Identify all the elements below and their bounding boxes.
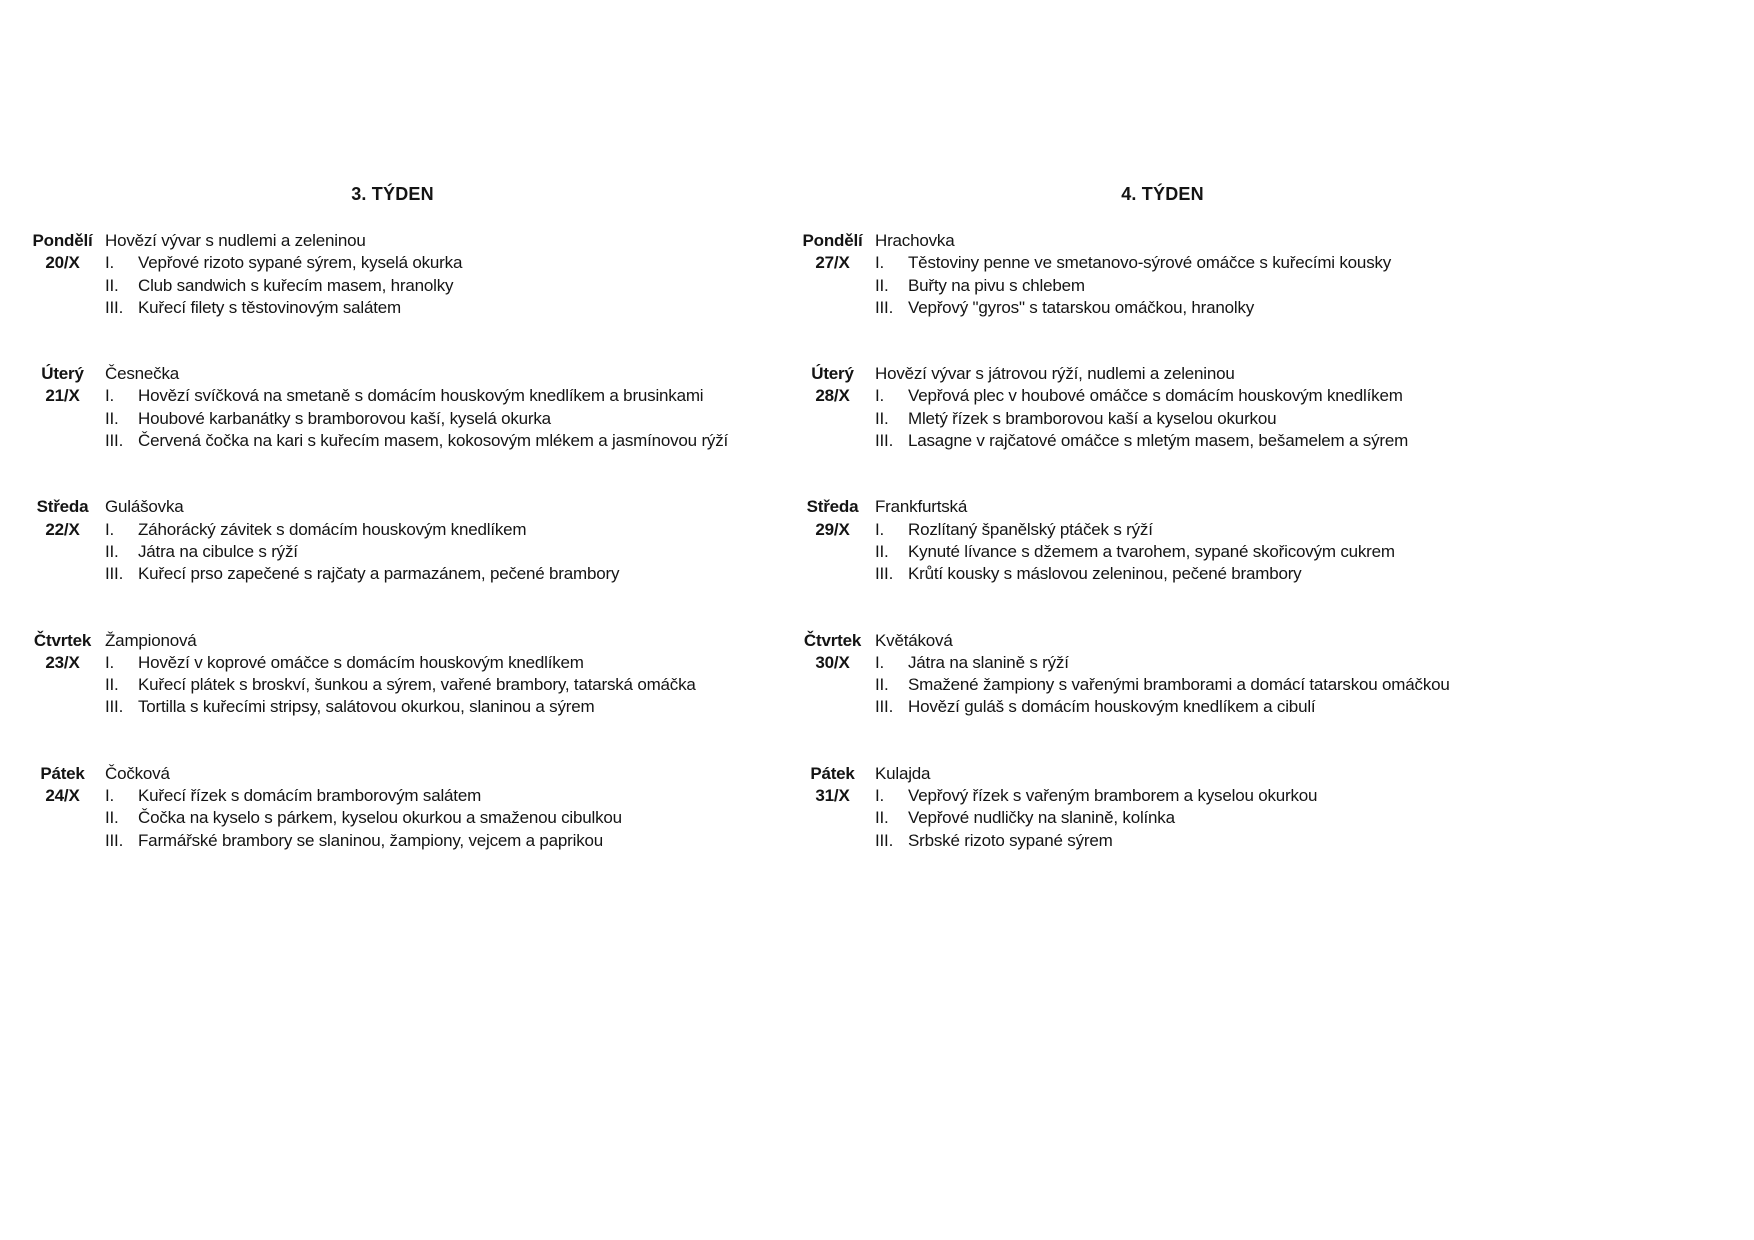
week-3-days bbox=[25, 230, 760, 852]
meal-numeral: I. bbox=[105, 386, 115, 406]
day-date: 22/X bbox=[45, 519, 80, 539]
day-block bbox=[795, 363, 1530, 452]
meal-row bbox=[875, 430, 1530, 452]
meal-row bbox=[105, 696, 760, 718]
meal-row bbox=[105, 785, 760, 807]
meal-text: Mletý řízek s bramborovou kaší a kyselou okurkou bbox=[908, 408, 1277, 428]
soup-name: Žampionová bbox=[105, 630, 197, 650]
day-date: 30/X bbox=[815, 652, 850, 672]
meal-row bbox=[875, 408, 1530, 430]
meal-numeral: III. bbox=[105, 431, 124, 451]
soup-name: Kulajda bbox=[875, 763, 931, 783]
meal-text: Houbové karbanátky s bramborovou kaší, kyselá okurka bbox=[138, 408, 551, 428]
day-and-date bbox=[795, 496, 870, 585]
soup-name: Hovězí vývar s nudlemi a zeleninou bbox=[105, 231, 366, 250]
meal-numeral: II. bbox=[875, 408, 889, 428]
meal-numeral: I. bbox=[875, 253, 885, 273]
meal-text: Smažené žampiony s vařenými bramborami a domácí tatarskou omáčkou bbox=[908, 675, 1450, 695]
soup-name: Květáková bbox=[875, 630, 953, 650]
meal-row bbox=[105, 297, 760, 319]
day-and-date bbox=[795, 363, 870, 452]
day-and-date bbox=[25, 496, 100, 585]
meal-row bbox=[875, 563, 1530, 585]
day-date: 20/X bbox=[45, 253, 80, 273]
meal-text: Vepřové rizoto sypané sýrem, kyselá okurka bbox=[138, 253, 463, 273]
meal-numeral: II. bbox=[875, 675, 889, 695]
meal-text: Kynuté lívance s džemem a tvarohem, sypané skořicovým cukrem bbox=[908, 541, 1395, 561]
day-block bbox=[25, 363, 760, 452]
day-name: Úterý bbox=[41, 364, 84, 384]
day-name: Pondělí bbox=[32, 231, 93, 250]
meal-numeral: I. bbox=[875, 786, 885, 806]
meal-text: Kuřecí prso zapečené s rajčaty a parmazánem, pečené brambory bbox=[138, 564, 620, 584]
day-menu bbox=[105, 363, 760, 452]
meal-numeral: III. bbox=[105, 297, 124, 317]
week-4-column bbox=[795, 183, 1530, 896]
day-date: 23/X bbox=[45, 652, 80, 672]
day-block bbox=[795, 496, 1530, 585]
day-block bbox=[795, 230, 1530, 319]
meal-text: Tortilla s kuřecími stripsy, salátovou okurkou, slaninou a sýrem bbox=[138, 697, 595, 717]
meal-numeral: I. bbox=[105, 652, 115, 672]
day-name: Čtvrtek bbox=[33, 630, 92, 650]
meal-text: Vepřová plec v houbové omáčce s domácím houskovým knedlíkem bbox=[908, 386, 1403, 406]
day-date: 31/X bbox=[815, 786, 850, 806]
meal-text: Kuřecí plátek s broskví, šunkou a sýrem, vařené brambory, tatarská omáčka bbox=[138, 675, 696, 695]
week-4-title: 4. TÝDEN bbox=[1121, 184, 1204, 204]
meal-numeral: I. bbox=[875, 652, 885, 672]
meal-text: Kuřecí filety s těstovinovým salátem bbox=[138, 297, 402, 317]
meal-numeral: III. bbox=[875, 564, 894, 584]
meal-row bbox=[875, 385, 1530, 407]
meal-row bbox=[105, 830, 760, 852]
meal-numeral: III. bbox=[875, 697, 894, 717]
day-name: Středa bbox=[806, 497, 859, 517]
day-menu bbox=[875, 763, 1530, 852]
meal-row bbox=[105, 408, 760, 430]
meal-row bbox=[105, 275, 760, 297]
day-and-date bbox=[795, 763, 870, 852]
day-block bbox=[25, 496, 760, 585]
meal-text: Club sandwich s kuřecím masem, hranolky bbox=[138, 275, 454, 295]
meal-text: Vepřový "gyros" s tatarskou omáčkou, hranolky bbox=[908, 297, 1255, 317]
meal-text: Hovězí guláš s domácím houskovým knedlíkem a cibulí bbox=[908, 697, 1316, 717]
meal-row bbox=[875, 519, 1530, 541]
week-3-title: 3. TÝDEN bbox=[351, 184, 434, 204]
day-menu bbox=[875, 630, 1530, 719]
meal-numeral: II. bbox=[875, 808, 889, 828]
day-date: 21/X bbox=[45, 386, 80, 406]
soup-name: Frankfurtská bbox=[875, 497, 968, 517]
day-block bbox=[795, 763, 1530, 852]
meal-text: Vepřové nudličky na slanině, kolínka bbox=[908, 808, 1175, 828]
meal-numeral: I. bbox=[875, 519, 885, 539]
day-date: 27/X bbox=[815, 253, 850, 273]
soup-name: Čočková bbox=[105, 763, 170, 783]
meal-text: Játra na cibulce s rýží bbox=[138, 541, 298, 561]
meal-text: Čočka na kyselo s párkem, kyselou okurkou a smaženou cibulkou bbox=[138, 808, 622, 828]
week-4-days bbox=[795, 230, 1530, 852]
meal-numeral: III. bbox=[875, 830, 894, 850]
meal-row bbox=[875, 674, 1530, 696]
day-date: 28/X bbox=[815, 386, 850, 406]
meal-numeral: III. bbox=[105, 564, 124, 584]
meal-text: Vepřový řízek s vařeným bramborem a kyselou okurkou bbox=[908, 786, 1318, 806]
meal-row bbox=[875, 297, 1530, 319]
day-name: Pondělí bbox=[802, 231, 863, 250]
meal-row bbox=[105, 541, 760, 563]
meal-row bbox=[875, 275, 1530, 297]
day-name: Čtvrtek bbox=[803, 630, 862, 650]
meal-text: Záhorácký závitek s domácím houskovým knedlíkem bbox=[138, 519, 527, 539]
meal-text: Farmářské brambory se slaninou, žampiony, vejcem a paprikou bbox=[138, 830, 604, 850]
meal-numeral: II. bbox=[105, 275, 119, 295]
day-and-date bbox=[25, 763, 100, 852]
meal-numeral: II. bbox=[875, 275, 889, 295]
meal-text: Těstoviny penne ve smetanovo-sýrové omáčce s kuřecími kousky bbox=[908, 253, 1392, 273]
meal-row bbox=[875, 541, 1530, 563]
meal-row bbox=[105, 252, 760, 274]
day-block bbox=[25, 763, 760, 852]
meal-row bbox=[875, 652, 1530, 674]
meal-row bbox=[105, 674, 760, 696]
day-and-date bbox=[25, 230, 100, 319]
meal-numeral: III. bbox=[105, 830, 124, 850]
day-block bbox=[795, 630, 1530, 719]
meal-row bbox=[875, 785, 1530, 807]
meal-row bbox=[105, 430, 760, 452]
day-and-date bbox=[25, 363, 100, 452]
day-name: Středa bbox=[36, 497, 89, 517]
day-and-date bbox=[25, 630, 100, 719]
day-block bbox=[25, 630, 760, 719]
week-3-column bbox=[25, 183, 760, 896]
meal-numeral: II. bbox=[105, 808, 119, 828]
meal-text: Lasagne v rajčatové omáčce s mletým masem, bešamelem a sýrem bbox=[908, 431, 1409, 451]
meal-numeral: I. bbox=[105, 253, 115, 273]
day-date: 29/X bbox=[815, 519, 850, 539]
meal-numeral: III. bbox=[875, 297, 894, 317]
day-menu bbox=[105, 630, 760, 719]
day-menu bbox=[105, 230, 760, 319]
meal-row bbox=[105, 807, 760, 829]
soup-name: Hovězí vývar s játrovou rýží, nudlemi a zeleninou bbox=[875, 364, 1235, 384]
meal-row bbox=[105, 385, 760, 407]
meal-row bbox=[875, 696, 1530, 718]
day-menu bbox=[875, 363, 1530, 452]
soup-name: Gulášovka bbox=[105, 497, 184, 517]
day-name: Pátek bbox=[40, 763, 85, 783]
meal-numeral: III. bbox=[875, 431, 894, 451]
meal-numeral: II. bbox=[875, 541, 889, 561]
meal-numeral: II. bbox=[105, 541, 119, 561]
meal-row bbox=[875, 807, 1530, 829]
meal-numeral: I. bbox=[105, 786, 115, 806]
meal-text: Červená čočka na kari s kuřecím masem, kokosovým mlékem a jasmínovou rýží bbox=[138, 431, 729, 451]
meal-text: Játra na slanině s rýží bbox=[908, 652, 1069, 672]
soup-name: Hrachovka bbox=[875, 231, 955, 250]
meal-text: Buřty na pivu s chlebem bbox=[908, 275, 1085, 295]
meal-row bbox=[105, 563, 760, 585]
meal-text: Hovězí svíčková na smetaně s domácím houskovým knedlíkem a brusinkami bbox=[138, 386, 704, 406]
day-name: Úterý bbox=[811, 364, 854, 384]
day-menu bbox=[105, 763, 760, 852]
meal-numeral: II. bbox=[105, 675, 119, 695]
day-name: Pátek bbox=[810, 763, 855, 783]
day-and-date bbox=[795, 630, 870, 719]
meal-row bbox=[105, 652, 760, 674]
meal-numeral: I. bbox=[105, 519, 115, 539]
meal-text: Kuřecí řízek s domácím bramborovým salátem bbox=[138, 786, 482, 806]
day-and-date bbox=[795, 230, 870, 319]
day-menu bbox=[105, 496, 760, 585]
meal-numeral: III. bbox=[105, 697, 124, 717]
day-date: 24/X bbox=[45, 786, 80, 806]
day-menu bbox=[875, 496, 1530, 585]
day-menu bbox=[875, 230, 1530, 319]
day-block bbox=[25, 230, 760, 319]
meal-text: Rozlítaný španělský ptáček s rýží bbox=[908, 519, 1153, 539]
meal-numeral: II. bbox=[105, 408, 119, 428]
meal-numeral: I. bbox=[875, 386, 885, 406]
meal-text: Hovězí v koprové omáčce s domácím houskovým knedlíkem bbox=[138, 652, 584, 672]
meal-text: Krůtí kousky s máslovou zeleninou, pečené brambory bbox=[908, 564, 1302, 584]
meal-row bbox=[875, 830, 1530, 852]
meal-row bbox=[105, 519, 760, 541]
meal-row bbox=[875, 252, 1530, 274]
meal-text: Srbské rizoto sypané sýrem bbox=[908, 830, 1113, 850]
soup-name: Česnečka bbox=[105, 364, 179, 384]
